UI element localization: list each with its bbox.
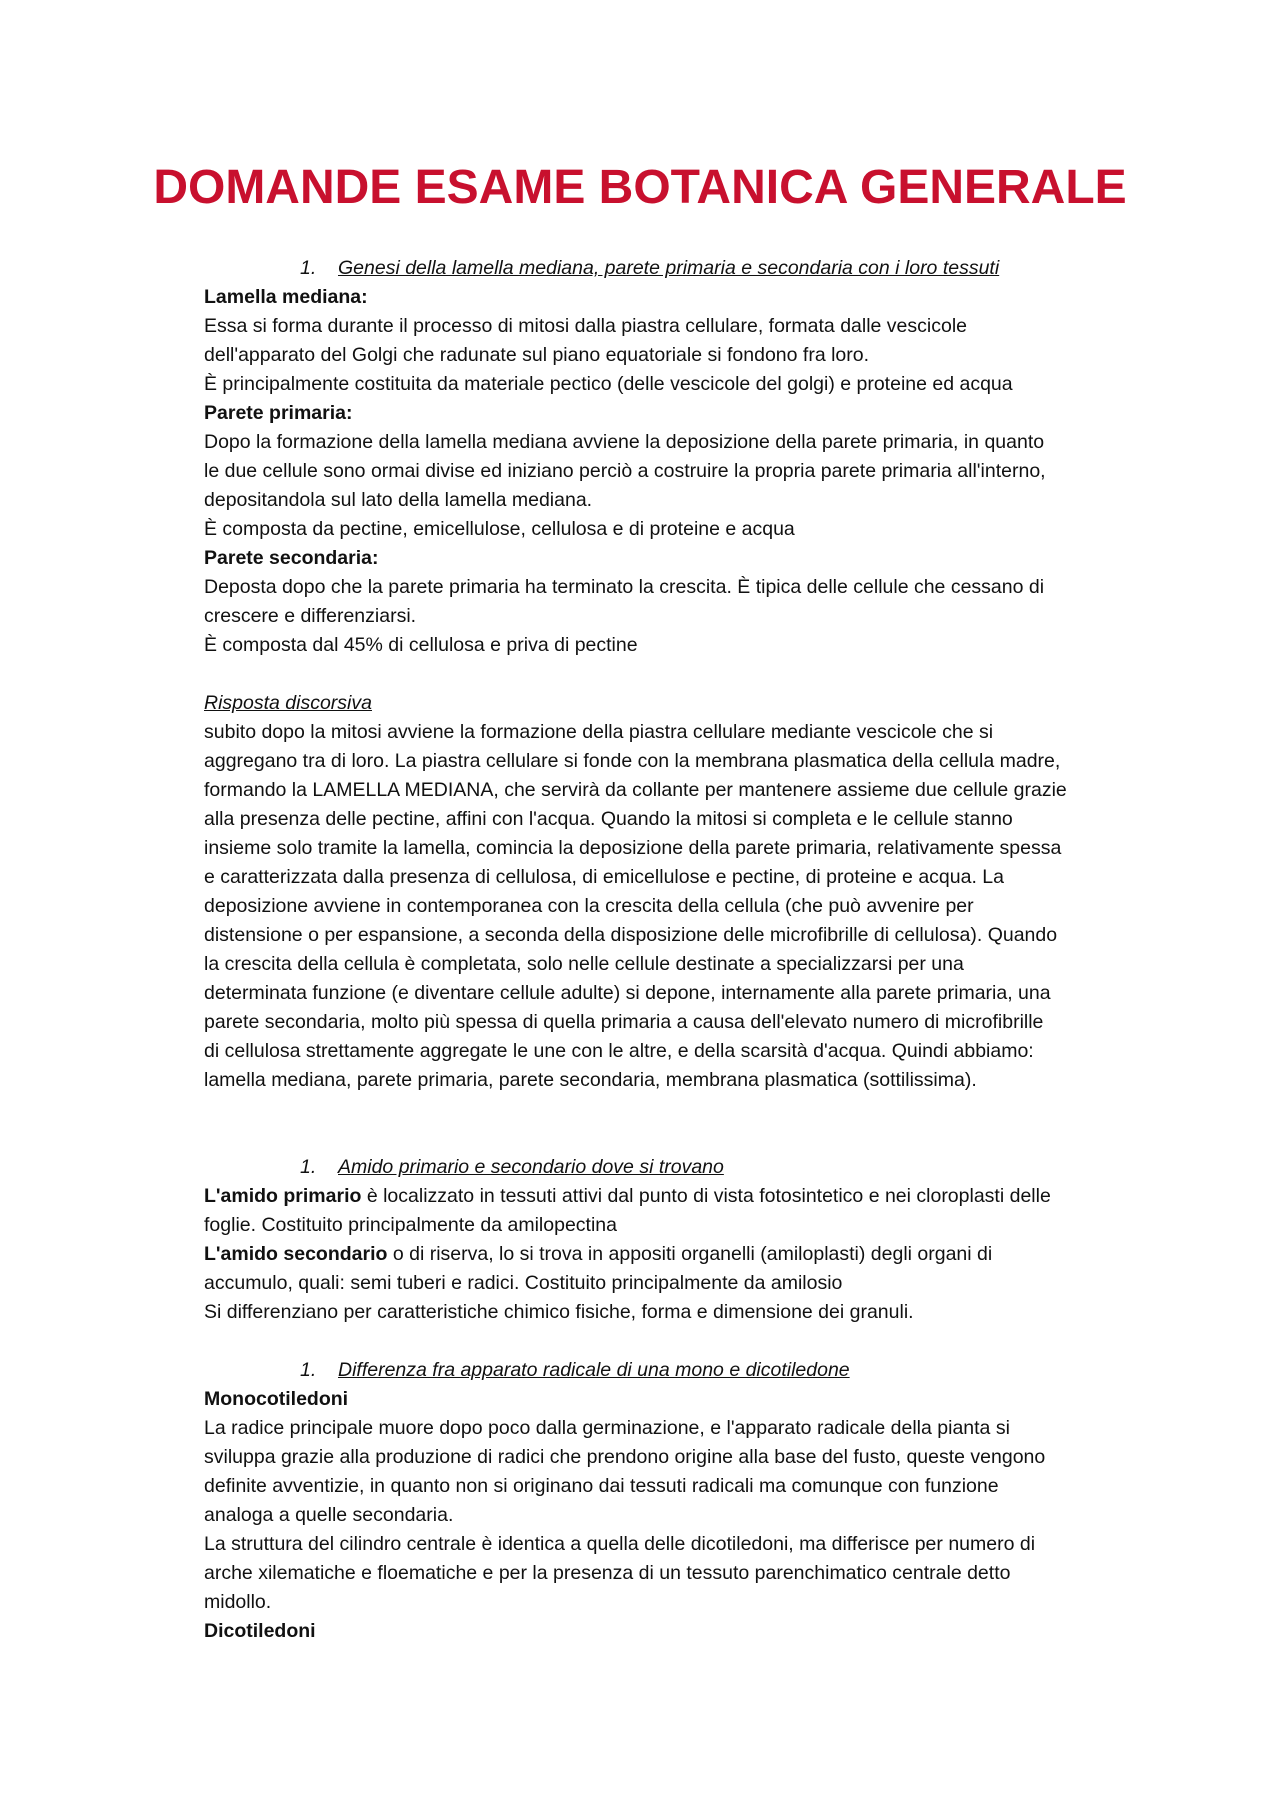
- paragraph-line: formando la LAMELLA MEDIANA, che servirà da collante per mantenere assieme due cellule grazie: [204, 779, 1067, 801]
- paragraph-line: determinata funzione (e diventare cellule adulte) si depone, internamente alla parete primaria, una: [204, 982, 1051, 1004]
- blank-line: [204, 1327, 1174, 1356]
- paragraph-line: [204, 1182, 1174, 1211]
- paragraph-line: sviluppa grazie alla produzione di radici che prendono origine alla base del fusto, queste vengono: [204, 1446, 1046, 1468]
- paragraph-line: È composta dal 45% di cellulosa e priva di pectine: [204, 634, 638, 656]
- paragraph-line: accumulo, quali: semi tuberi e radici. Costituito principalmente da amilosio: [204, 1272, 843, 1294]
- paragraph-line: insieme solo tramite la lamella, comincia la deposizione della parete primaria, relativamente spessa: [204, 837, 1062, 859]
- paragraph-line: depositandola sul lato della lamella mediana.: [204, 489, 593, 511]
- amido-primario-label: L'amido primario: [204, 1185, 362, 1207]
- document-body: [204, 254, 1174, 1646]
- paragraph-line: dell'apparato del Golgi che radunate sul piano equatoriale si fondono fra loro.: [204, 344, 870, 366]
- paragraph-line: aggregano tra di loro. La piastra cellulare si fonde con la membrana plasmatica della cellula madre,: [204, 750, 1061, 772]
- blank-line: [204, 1095, 1174, 1124]
- paragraph-line: foglie. Costituito principalmente da amilopectina: [204, 1214, 617, 1236]
- paragraph-line: È composta da pectine, emicellulose, cellulosa e di proteine e acqua: [204, 518, 795, 540]
- paragraph-line: Essa si forma durante il processo di mitosi dalla piastra cellulare, formata dalle vescicole: [204, 315, 968, 337]
- paragraph-line: subito dopo la mitosi avviene la formazione della piastra cellulare mediante vescicole che si: [204, 721, 994, 743]
- paragraph-line: analoga a quelle secondaria.: [204, 1504, 454, 1526]
- paragraph-line: la crescita della cellula è completata, solo nelle cellule destinate a specializzarsi per una: [204, 953, 964, 975]
- paragraph-line: Si differenziano per caratteristiche chimico fisiche, forma e dimensione dei granuli.: [204, 1301, 914, 1323]
- monocotiledoni-heading: Monocotiledoni: [204, 1388, 349, 1410]
- paragraph-line: e caratterizzata dalla presenza di cellulosa, di emicellulose e pectine, di proteine e acqua. La: [204, 866, 1004, 888]
- paragraph-line: alla presenza delle pectine, affini con l'acqua. Quando la mitosi si completa e le cellule stanno: [204, 808, 1013, 830]
- question-number: 1.: [300, 1359, 317, 1381]
- blank-line: [204, 1124, 1174, 1153]
- paragraph-line: arche xilematiche e floematiche e per la presenza di un tessuto parenchimatico centrale detto: [204, 1562, 1011, 1584]
- question-text: Differenza fra apparato radicale di una mono e dicotiledone: [338, 1359, 850, 1381]
- dicotiledoni-heading: Dicotiledoni: [204, 1620, 316, 1642]
- question-2-heading: [204, 1153, 1174, 1182]
- discorsiva-heading: Risposta discorsiva: [204, 692, 372, 714]
- paragraph-line: [204, 1240, 1174, 1269]
- paragraph-line: È principalmente costituita da materiale pectico (delle vescicole del golgi) e proteine ed acqua: [204, 373, 1013, 395]
- paragraph-line: Deposta dopo che la parete primaria ha terminato la crescita. È tipica delle cellule che cessano di: [204, 576, 1045, 598]
- question-1-heading: [204, 254, 1174, 283]
- paragraph-line: le due cellule sono ormai divise ed iniziano perciò a costruire la propria parete primaria all'interno,: [204, 460, 1046, 482]
- paragraph-line: di cellulosa strettamente aggregate le une con le altre, e della scarsità d'acqua. Quindi abbiamo:: [204, 1040, 1034, 1062]
- paragraph-line: lamella mediana, parete primaria, parete secondaria, membrana plasmatica (sottilissima).: [204, 1069, 977, 1091]
- lamella-heading: Lamella mediana:: [204, 286, 368, 308]
- paragraph-line: La radice principale muore dopo poco dalla germinazione, e l'apparato radicale della pianta si: [204, 1417, 1010, 1439]
- question-text: Amido primario e secondario dove si trovano: [338, 1156, 724, 1178]
- paragraph-line: La struttura del cilindro centrale è identica a quella delle dicotiledoni, ma differisce per numero di: [204, 1533, 1036, 1555]
- secondaria-heading: Parete secondaria:: [204, 547, 379, 569]
- question-text: Genesi della lamella mediana, parete primaria e secondaria con i loro tessuti: [338, 257, 1000, 279]
- amido-secondario-text: o di riserva, lo si trova in appositi organelli (amiloplasti) degli organi di: [387, 1243, 993, 1265]
- document-title: DOMANDE ESAME BOTANICA GENERALE: [153, 161, 1127, 214]
- amido-primario-text: è localizzato in tessuti attivi dal punto di vista fotosintetico e nei cloroplasti delle: [361, 1185, 1051, 1207]
- blank-line: [204, 660, 1174, 689]
- question-number: 1.: [300, 1156, 317, 1178]
- question-3-heading: [204, 1356, 1174, 1385]
- paragraph-line: parete secondaria, molto più spessa di quella primaria a causa dell'elevato numero di microfibrille: [204, 1011, 1044, 1033]
- question-number: 1.: [300, 257, 317, 279]
- paragraph-line: Dopo la formazione della lamella mediana avviene la deposizione della parete primaria, in quanto: [204, 431, 1045, 453]
- paragraph-line: deposizione avviene in contemporanea con la crescita della cellula (che può avvenire per: [204, 895, 974, 917]
- paragraph-line: definite avventizie, in quanto non si originano dai tessuti radicali ma comunque con funzione: [204, 1475, 999, 1497]
- primaria-heading: Parete primaria:: [204, 402, 353, 424]
- paragraph-line: crescere e differenziarsi.: [204, 605, 417, 627]
- amido-secondario-label: L'amido secondario: [204, 1243, 388, 1265]
- paragraph-line: midollo.: [204, 1591, 272, 1613]
- paragraph-line: distensione o per espansione, a seconda della disposizione delle microfibrille di cellulosa). Quando: [204, 924, 1058, 946]
